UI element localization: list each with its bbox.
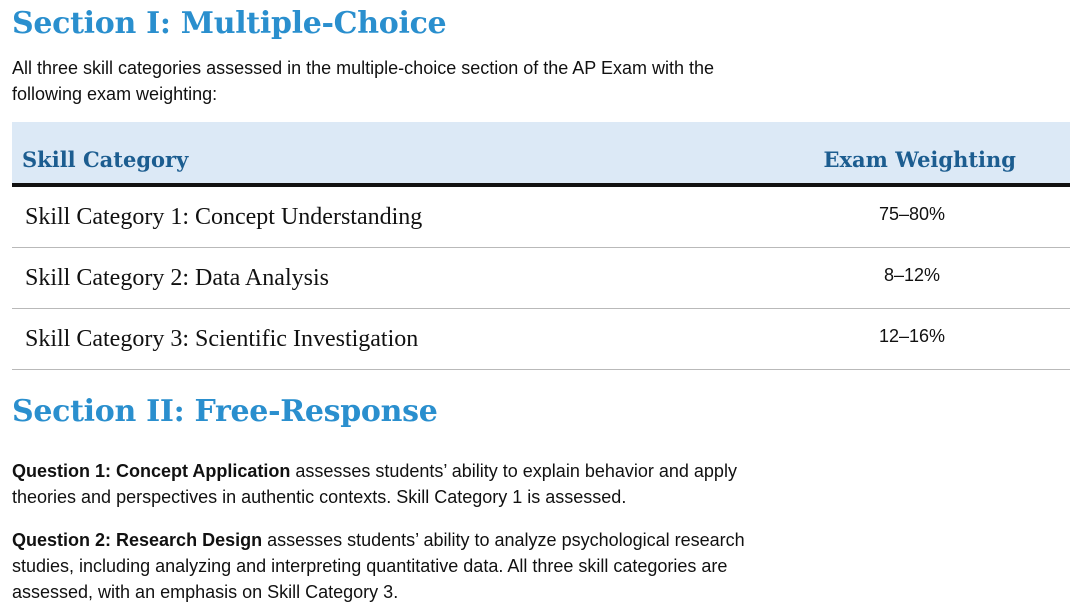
row-exam-weighting: 12–16% bbox=[878, 326, 946, 346]
table-row bbox=[12, 309, 1070, 370]
skill-weighting-table bbox=[12, 122, 1070, 370]
row-exam-weighting: 75–80% bbox=[878, 204, 946, 224]
question-1-text: assesses students’ ability to explain behavior and apply theories and perspectives in authentic contexts. Skill Category 1 is assessed. bbox=[12, 461, 737, 507]
row-skill-category: Skill Category 3: Scientific Investigation bbox=[25, 326, 419, 352]
header-skill-category: Skill Category bbox=[22, 147, 189, 172]
header-exam-weighting: Exam Weighting bbox=[823, 147, 1016, 172]
section-1-intro: All three skill categories assessed in the multiple-choice section of the AP Exam with the following exam weighting: bbox=[12, 58, 715, 104]
question-2-label: Question 2: Research Design bbox=[12, 530, 263, 550]
row-skill-category: Skill Category 1: Concept Understanding bbox=[25, 204, 423, 230]
question-2-paragraph bbox=[12, 527, 792, 605]
question-2-text: assesses students’ ability to analyze psychological research studies, including analyzing and interpreting quantitative data. All three skill categories are assessed, with an emphasis on Skill Category 3. bbox=[12, 530, 745, 602]
table-row bbox=[12, 187, 1070, 248]
question-1-label: Question 1: Concept Application bbox=[12, 461, 291, 481]
section-1-title: Section I: Multiple-Choice bbox=[12, 6, 447, 41]
section-2-title: Section II: Free-Response bbox=[12, 394, 438, 429]
row-exam-weighting: 8–12% bbox=[883, 265, 941, 285]
table-row bbox=[12, 248, 1070, 309]
question-1-paragraph bbox=[12, 458, 792, 510]
table-header bbox=[12, 122, 1070, 187]
row-skill-category: Skill Category 2: Data Analysis bbox=[25, 265, 329, 291]
